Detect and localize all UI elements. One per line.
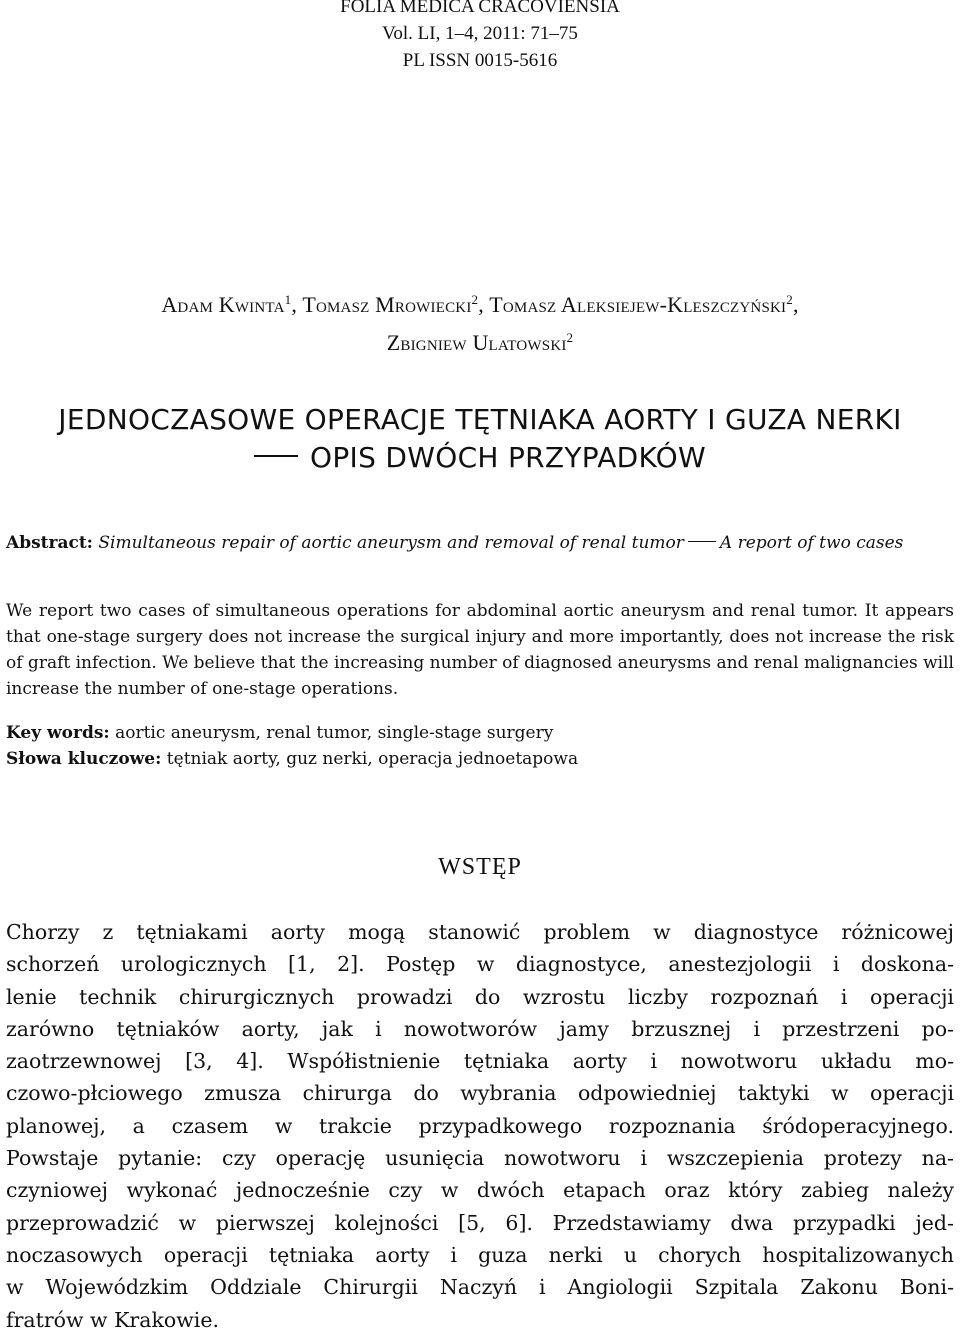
intro-line: lenie technik chirurgicznych prowadzi do wzrostu liczby rozpoznań i operacji <box>6 984 954 1009</box>
journal-issn: PL ISSN 0015-5616 <box>402 50 558 71</box>
author-affiliation: 2 <box>471 292 479 307</box>
abstract-english-title: Simultaneous repair of aortic aneurysm and removal of renal tumor <box>98 533 684 553</box>
author-name: Tomasz Mrowiecki <box>302 292 472 317</box>
intro-line: noczasowych operacji tętniaka aorty i guza nerki u chorych hospitalizowanych <box>6 1242 954 1267</box>
keywords-polish <box>6 746 954 772</box>
intro-line: przeprowadzić w pierwszej kolejności [5, 6]. Przedstawiamy dwa przypadki jed- <box>6 1210 954 1235</box>
abstract-title-dash <box>688 541 716 543</box>
title-dash <box>254 455 298 457</box>
intro-line: Chorzy z tętniakami aorty mogą stanowić problem w diagnostyce różnicowej <box>6 920 954 944</box>
intro-line: Powstaje pytanie: czy operację usunięcia nowotworu i wszczepienia protezy na- <box>6 1146 954 1171</box>
paper-title-line-1: JEDNOCZASOWE OPERACJE TĘTNIAKA AORTY I GUZA NERKI <box>58 403 902 436</box>
authors-line-1: Adam Kwinta$^1$, Tomasz Mrowiecki$^2$, Tomasz Aleksiejew-Kleszczyński$^2$, <box>161 292 799 317</box>
intro-line: czyniowej wykonać jednocześnie czy w dwóch etapach oraz który zabieg należy <box>6 1178 954 1203</box>
keywords-polish-label: Słowa kluczowe: <box>6 749 162 769</box>
author-name: Adam Kwinta <box>161 292 285 317</box>
abstract-english-title-2: A report of two cases <box>719 533 904 553</box>
authors-line-2 <box>0 328 960 358</box>
author-affiliation: 2 <box>566 330 574 345</box>
intro-line: fratrów w Krakowie. <box>6 1307 219 1332</box>
paper-title-text: OPIS DWÓCH PRZYPADKÓW <box>310 441 706 474</box>
intro-line: czowo-płciowego zmusza chirurga do wybrania odpowiedniej taktyki w operacji <box>6 1081 954 1106</box>
keywords-label: Key words: <box>6 723 110 743</box>
intro-paragraph <box>6 916 954 1336</box>
abstract-heading <box>6 530 954 556</box>
journal-name: FOLIA MEDICA CRACOVIENSIA <box>340 0 620 17</box>
author-name: Zbigniew Ulatowski <box>386 330 567 355</box>
intro-line: schorzeń urologicznych [1, 2]. Postęp w diagnostyce, anestezjologii i doskona- <box>6 952 954 977</box>
intro-line: planowej, a czasem w trakcie przypadkowego rozpoznania śródoperacyjnego. <box>6 1113 954 1138</box>
author-affiliation: 2 <box>786 292 793 307</box>
paper-title-line-2 <box>0 440 960 476</box>
keywords <box>6 720 954 746</box>
abstract-label: Abstract: <box>6 533 93 553</box>
keywords-polish-value: tętniak aorty, guz nerki, operacja jednoetapowa <box>166 749 579 769</box>
journal-volume: Vol. LI, 1–4, 2011: 71–75 <box>382 23 578 44</box>
author-name: Tomasz Aleksiejew-Kleszczyński <box>489 292 787 317</box>
intro-line: zarówno tętniaków aorty, jak i nowotworów jamy brzusznej i przestrzeni po- <box>6 1016 954 1041</box>
keywords-value: aortic aneurysm, renal tumor, single-stage surgery <box>115 723 554 743</box>
section-heading: WSTĘP <box>438 854 522 880</box>
intro-line: w Wojewódzkim Oddziale Chirurgii Naczyń i Angiologii Szpitala Zakonu Boni- <box>6 1275 954 1300</box>
intro-line: zaotrzewnowej [3, 4]. Współistnienie tętniaka aorty i nowotworu układu mo- <box>6 1049 954 1074</box>
abstract-body: We report two cases of simultaneous operations for abdominal aortic aneurysm and renal tumor. It appears that one-stage surgery does not increase the surgical injury and more importantly, does not increase the risk of graft infection. We believe that the increasing number of diagnosed aneurysms and renal malignancies will increase the number of one-stage operations. <box>6 601 954 699</box>
author-affiliation: 1 <box>284 292 292 307</box>
